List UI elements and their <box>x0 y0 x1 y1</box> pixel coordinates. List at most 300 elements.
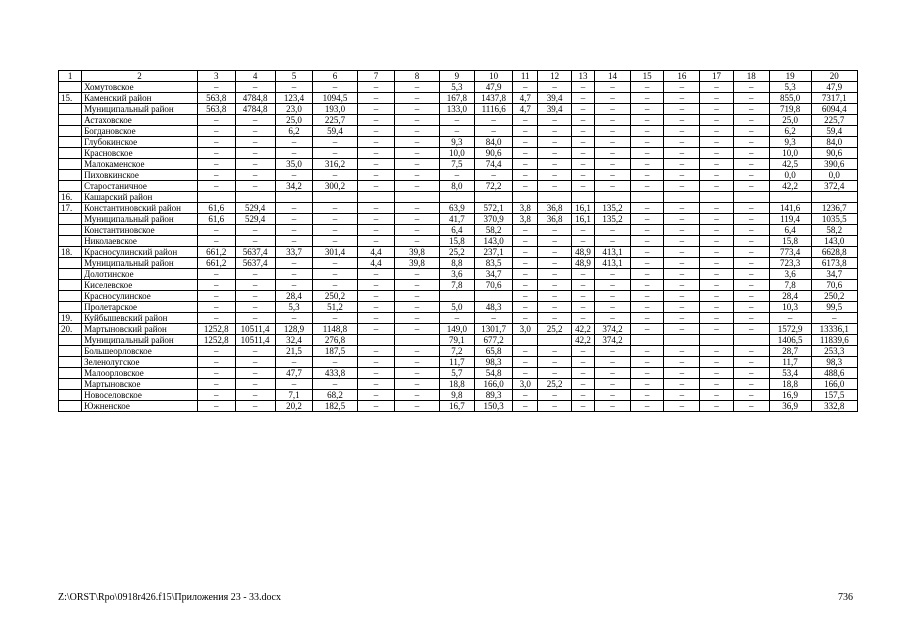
value-cell: 6,2 <box>275 126 313 137</box>
value-cell: – <box>275 137 313 148</box>
value-cell: – <box>313 379 357 390</box>
value-cell: 16,1 <box>571 203 594 214</box>
table-header-row <box>59 71 858 82</box>
page-number: 736 <box>838 592 853 603</box>
value-cell: – <box>357 137 395 148</box>
value-cell: 15,8 <box>439 236 475 247</box>
value-cell: – <box>197 379 235 390</box>
value-cell: – <box>313 203 357 214</box>
value-cell: – <box>571 181 594 192</box>
value-cell: – <box>513 357 538 368</box>
value-cell: 48,9 <box>571 247 594 258</box>
value-cell: – <box>630 324 664 335</box>
value-cell: – <box>733 225 769 236</box>
value-cell: 11 <box>513 71 538 82</box>
value-cell: 563,8 <box>197 104 235 115</box>
value-cell: – <box>475 126 513 137</box>
value-cell: – <box>538 401 572 412</box>
value-cell <box>275 192 313 203</box>
table-row <box>59 247 858 258</box>
value-cell: 84,0 <box>475 137 513 148</box>
value-cell: 39,4 <box>538 104 572 115</box>
value-cell: – <box>395 82 439 93</box>
value-cell: – <box>664 137 700 148</box>
value-cell: 59,4 <box>313 126 357 137</box>
footer-file-path: Z:\ORST\Rpo\0918r426.f15\Приложения 23 - 33.docx <box>58 592 281 603</box>
row-number-cell: 1 <box>59 71 82 82</box>
row-name-cell: Красновское <box>82 148 198 159</box>
value-cell: – <box>235 291 275 302</box>
row-number-cell <box>59 357 82 368</box>
value-cell: 300,2 <box>313 181 357 192</box>
value-cell: – <box>595 148 631 159</box>
value-cell: 7,8 <box>769 280 811 291</box>
row-number-cell <box>59 236 82 247</box>
value-cell: – <box>395 159 439 170</box>
value-cell: – <box>197 170 235 181</box>
table-row <box>59 225 858 236</box>
value-cell: 25,0 <box>769 115 811 126</box>
value-cell: – <box>395 401 439 412</box>
row-name-cell: Глубокинское <box>82 137 198 148</box>
value-cell: – <box>733 368 769 379</box>
value-cell: – <box>538 137 572 148</box>
value-cell: – <box>275 170 313 181</box>
value-cell: – <box>571 401 594 412</box>
value-cell: – <box>733 159 769 170</box>
value-cell: 413,1 <box>595 247 631 258</box>
value-cell: – <box>733 302 769 313</box>
row-number-cell <box>59 126 82 137</box>
value-cell: – <box>571 82 594 93</box>
value-cell: 0,0 <box>811 170 857 181</box>
value-cell: 34,7 <box>811 269 857 280</box>
value-cell: – <box>513 148 538 159</box>
value-cell: 237,1 <box>475 247 513 258</box>
value-cell: – <box>733 401 769 412</box>
row-name-cell: Хомутовское <box>82 82 198 93</box>
value-cell: – <box>197 280 235 291</box>
value-cell <box>395 335 439 346</box>
value-cell: 7,8 <box>439 280 475 291</box>
value-cell: – <box>357 93 395 104</box>
value-cell: – <box>700 302 734 313</box>
value-cell: – <box>395 379 439 390</box>
value-cell: – <box>235 82 275 93</box>
row-number-cell <box>59 225 82 236</box>
value-cell: – <box>538 313 572 324</box>
value-cell: – <box>357 401 395 412</box>
value-cell: – <box>630 368 664 379</box>
row-number-cell <box>59 269 82 280</box>
value-cell: – <box>513 302 538 313</box>
table-row <box>59 104 858 115</box>
value-cell: – <box>700 390 734 401</box>
value-cell: 16,7 <box>439 401 475 412</box>
value-cell: 34,7 <box>475 269 513 280</box>
value-cell: – <box>733 115 769 126</box>
value-cell: – <box>538 170 572 181</box>
table-row <box>59 137 858 148</box>
value-cell: 13336,1 <box>811 324 857 335</box>
row-name-cell: Муниципальный район <box>82 214 198 225</box>
value-cell: 719,8 <box>769 104 811 115</box>
value-cell: 3 <box>197 71 235 82</box>
value-cell: – <box>700 148 734 159</box>
value-cell: 25,2 <box>439 247 475 258</box>
value-cell: – <box>439 313 475 324</box>
value-cell: – <box>235 115 275 126</box>
value-cell: – <box>395 137 439 148</box>
value-cell: – <box>595 302 631 313</box>
value-cell: 3,6 <box>439 269 475 280</box>
value-cell: – <box>664 236 700 247</box>
row-name-cell: Красносулинское <box>82 291 198 302</box>
value-cell: – <box>439 126 475 137</box>
value-cell: – <box>595 137 631 148</box>
value-cell: – <box>313 313 357 324</box>
value-cell: – <box>700 137 734 148</box>
value-cell: – <box>395 324 439 335</box>
value-cell: 6,4 <box>769 225 811 236</box>
value-cell: 9,8 <box>439 390 475 401</box>
value-cell: – <box>235 313 275 324</box>
value-cell: – <box>538 357 572 368</box>
value-cell: – <box>475 170 513 181</box>
value-cell: – <box>313 357 357 368</box>
value-cell: 14 <box>595 71 631 82</box>
value-cell: – <box>700 203 734 214</box>
value-cell: 10511,4 <box>235 324 275 335</box>
value-cell: – <box>235 379 275 390</box>
row-name-cell: Пиховкинское <box>82 170 198 181</box>
value-cell: – <box>700 181 734 192</box>
value-cell: 98,3 <box>811 357 857 368</box>
value-cell: 70,6 <box>811 280 857 291</box>
value-cell <box>700 192 734 203</box>
row-name-cell: Долотинское <box>82 269 198 280</box>
value-cell <box>733 335 769 346</box>
value-cell: 3,8 <box>513 203 538 214</box>
value-cell: – <box>700 104 734 115</box>
table-row <box>59 324 858 335</box>
value-cell: – <box>513 126 538 137</box>
value-cell: 74,4 <box>475 159 513 170</box>
value-cell: 1406,5 <box>769 335 811 346</box>
value-cell: 33,7 <box>275 247 313 258</box>
value-cell: – <box>630 137 664 148</box>
value-cell: – <box>733 137 769 148</box>
value-cell: – <box>595 368 631 379</box>
row-number-cell <box>59 379 82 390</box>
value-cell <box>197 192 235 203</box>
value-cell <box>630 335 664 346</box>
value-cell: 20,2 <box>275 401 313 412</box>
value-cell <box>439 192 475 203</box>
value-cell: – <box>630 236 664 247</box>
value-cell: – <box>571 379 594 390</box>
value-cell: – <box>357 104 395 115</box>
value-cell: – <box>630 170 664 181</box>
table-row <box>59 126 858 137</box>
table-row <box>59 214 858 225</box>
value-cell: – <box>595 390 631 401</box>
value-cell: – <box>197 115 235 126</box>
value-cell: – <box>700 324 734 335</box>
value-cell: – <box>357 170 395 181</box>
value-cell: 433,8 <box>313 368 357 379</box>
value-cell: 47,7 <box>275 368 313 379</box>
table-row <box>59 313 858 324</box>
table-row <box>59 82 858 93</box>
value-cell: – <box>313 280 357 291</box>
value-cell: – <box>357 346 395 357</box>
value-cell: 51,2 <box>313 302 357 313</box>
value-cell: 90,6 <box>475 148 513 159</box>
value-cell: 47,9 <box>811 82 857 93</box>
value-cell: – <box>395 214 439 225</box>
value-cell: – <box>235 236 275 247</box>
row-number-cell: 15. <box>59 93 82 104</box>
value-cell: – <box>513 82 538 93</box>
value-cell: 10,0 <box>439 148 475 159</box>
value-cell: – <box>197 225 235 236</box>
value-cell: 16,1 <box>571 214 594 225</box>
value-cell: – <box>197 82 235 93</box>
value-cell: – <box>313 258 357 269</box>
value-cell: 250,2 <box>811 291 857 302</box>
table-row <box>59 335 858 346</box>
value-cell: – <box>571 93 594 104</box>
value-cell: – <box>275 269 313 280</box>
value-cell: – <box>357 390 395 401</box>
row-number-cell: 16. <box>59 192 82 203</box>
value-cell: – <box>197 236 235 247</box>
value-cell <box>664 192 700 203</box>
value-cell: 572,1 <box>475 203 513 214</box>
value-cell: – <box>664 357 700 368</box>
value-cell: – <box>235 225 275 236</box>
value-cell: – <box>630 225 664 236</box>
value-cell: 143,0 <box>475 236 513 247</box>
value-cell: – <box>275 214 313 225</box>
value-cell: – <box>664 126 700 137</box>
value-cell: – <box>538 368 572 379</box>
value-cell: – <box>513 170 538 181</box>
table-row <box>59 390 858 401</box>
value-cell: – <box>395 346 439 357</box>
value-cell: – <box>700 357 734 368</box>
value-cell: – <box>357 280 395 291</box>
value-cell: – <box>630 269 664 280</box>
value-cell: – <box>313 170 357 181</box>
value-cell <box>664 335 700 346</box>
value-cell: 141,6 <box>769 203 811 214</box>
value-cell: 7,5 <box>439 159 475 170</box>
value-cell: 25,2 <box>538 324 572 335</box>
value-cell: – <box>439 170 475 181</box>
value-cell: – <box>630 214 664 225</box>
value-cell: – <box>595 236 631 247</box>
value-cell: – <box>733 269 769 280</box>
value-cell: – <box>395 126 439 137</box>
value-cell: 42,2 <box>571 335 594 346</box>
value-cell: – <box>513 258 538 269</box>
row-name-cell: Николаевское <box>82 236 198 247</box>
value-cell: – <box>313 148 357 159</box>
row-name-cell: Большеорловское <box>82 346 198 357</box>
value-cell: – <box>664 115 700 126</box>
value-cell: – <box>700 214 734 225</box>
value-cell: – <box>571 291 594 302</box>
value-cell: – <box>571 368 594 379</box>
value-cell: – <box>235 390 275 401</box>
value-cell: – <box>513 291 538 302</box>
value-cell: 84,0 <box>811 137 857 148</box>
value-cell: – <box>197 346 235 357</box>
value-cell: 413,1 <box>595 258 631 269</box>
value-cell: – <box>664 148 700 159</box>
value-cell: – <box>700 291 734 302</box>
value-cell: – <box>664 280 700 291</box>
value-cell <box>538 335 572 346</box>
value-cell: 8,8 <box>439 258 475 269</box>
value-cell: – <box>700 401 734 412</box>
value-cell: – <box>733 93 769 104</box>
value-cell <box>313 192 357 203</box>
value-cell: 4,7 <box>513 93 538 104</box>
value-cell: 529,4 <box>235 203 275 214</box>
value-cell: – <box>538 302 572 313</box>
value-cell: – <box>538 291 572 302</box>
value-cell: 193,0 <box>313 104 357 115</box>
value-cell: – <box>313 82 357 93</box>
value-cell: 18,8 <box>439 379 475 390</box>
value-cell: – <box>630 104 664 115</box>
value-cell: – <box>595 104 631 115</box>
value-cell: – <box>538 82 572 93</box>
value-cell: – <box>595 291 631 302</box>
value-cell: – <box>538 258 572 269</box>
value-cell: – <box>571 159 594 170</box>
value-cell: – <box>630 346 664 357</box>
table-row <box>59 181 858 192</box>
value-cell: 59,4 <box>811 126 857 137</box>
value-cell: 32,4 <box>275 335 313 346</box>
row-number-cell <box>59 346 82 357</box>
table-row <box>59 203 858 214</box>
value-cell: – <box>595 115 631 126</box>
value-cell: – <box>235 137 275 148</box>
value-cell: – <box>538 269 572 280</box>
table-row <box>59 302 858 313</box>
value-cell: – <box>700 225 734 236</box>
value-cell: 21,5 <box>275 346 313 357</box>
value-cell: – <box>571 225 594 236</box>
table-row <box>59 357 858 368</box>
value-cell: – <box>395 302 439 313</box>
value-cell: 332,8 <box>811 401 857 412</box>
value-cell: 28,7 <box>769 346 811 357</box>
value-cell: 723,3 <box>769 258 811 269</box>
value-cell: – <box>395 148 439 159</box>
value-cell: – <box>538 236 572 247</box>
value-cell: – <box>630 82 664 93</box>
value-cell: – <box>733 104 769 115</box>
row-name-cell: Кашарский район <box>82 192 198 203</box>
value-cell: – <box>538 247 572 258</box>
value-cell <box>357 335 395 346</box>
value-cell: – <box>538 225 572 236</box>
value-cell: 42,2 <box>769 181 811 192</box>
value-cell: – <box>733 291 769 302</box>
value-cell: 48,3 <box>475 302 513 313</box>
value-cell: – <box>275 258 313 269</box>
value-cell: 19 <box>769 71 811 82</box>
value-cell: – <box>571 357 594 368</box>
value-cell: 36,8 <box>538 203 572 214</box>
value-cell: 6 <box>313 71 357 82</box>
value-cell: – <box>595 280 631 291</box>
value-cell: – <box>357 126 395 137</box>
value-cell: – <box>235 401 275 412</box>
value-cell: – <box>595 126 631 137</box>
value-cell: 3,0 <box>513 379 538 390</box>
value-cell: – <box>571 280 594 291</box>
value-cell: – <box>664 390 700 401</box>
value-cell: 28,4 <box>769 291 811 302</box>
value-cell: – <box>357 313 395 324</box>
value-cell: – <box>395 313 439 324</box>
value-cell: – <box>700 247 734 258</box>
row-name-cell: Пролетарское <box>82 302 198 313</box>
value-cell: 90,6 <box>811 148 857 159</box>
value-cell: 166,0 <box>475 379 513 390</box>
value-cell: – <box>630 247 664 258</box>
value-cell: – <box>630 115 664 126</box>
value-cell: 5637,4 <box>235 258 275 269</box>
value-cell: – <box>700 159 734 170</box>
value-cell: – <box>664 269 700 280</box>
value-cell: – <box>275 379 313 390</box>
value-cell: – <box>357 214 395 225</box>
value-cell: 0,0 <box>769 170 811 181</box>
value-cell: 9,3 <box>439 137 475 148</box>
value-cell: – <box>733 148 769 159</box>
value-cell: – <box>357 291 395 302</box>
value-cell: – <box>700 269 734 280</box>
table-row <box>59 346 858 357</box>
value-cell: – <box>513 269 538 280</box>
value-cell: 79,1 <box>439 335 475 346</box>
value-cell: 390,6 <box>811 159 857 170</box>
value-cell: – <box>513 280 538 291</box>
value-cell: – <box>395 357 439 368</box>
value-cell: – <box>595 181 631 192</box>
value-cell: – <box>733 214 769 225</box>
value-cell: 6,4 <box>439 225 475 236</box>
value-cell: – <box>733 82 769 93</box>
value-cell: – <box>395 104 439 115</box>
value-cell: – <box>700 346 734 357</box>
row-number-cell <box>59 137 82 148</box>
value-cell: 3,6 <box>769 269 811 280</box>
value-cell: – <box>595 93 631 104</box>
value-cell: 7,1 <box>275 390 313 401</box>
value-cell: – <box>197 390 235 401</box>
value-cell: – <box>571 126 594 137</box>
value-cell: – <box>664 258 700 269</box>
